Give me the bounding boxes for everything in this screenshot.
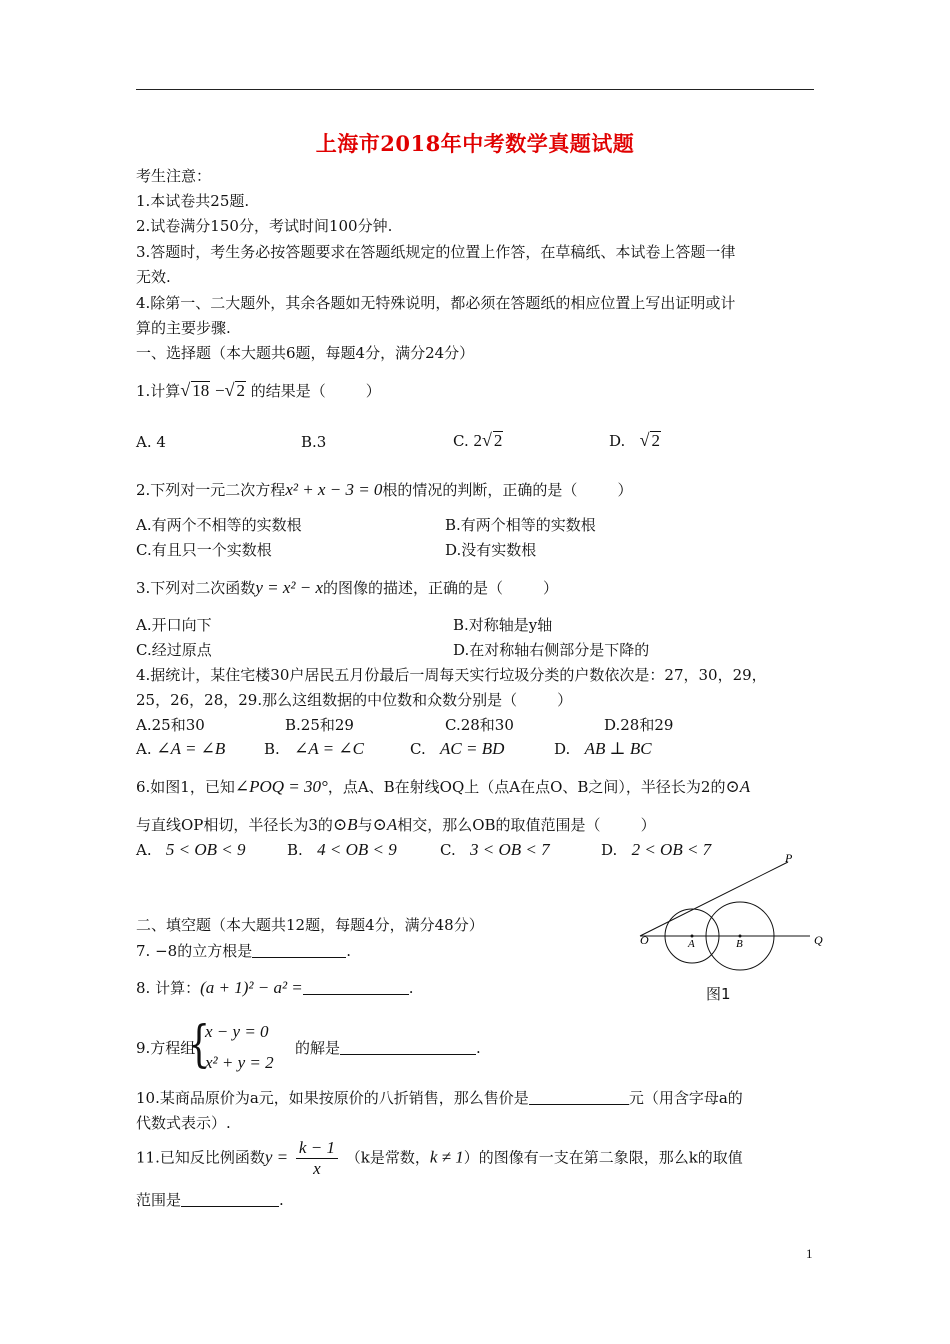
question-7: 7. −8的立方根是 . xyxy=(136,942,351,960)
question-11-line2: 范围是 . xyxy=(136,1191,284,1209)
question-10-line2: 代数式表示）. xyxy=(136,1114,231,1132)
q6-option-b: B. 4 < OB < 9 xyxy=(287,840,397,859)
notice-item: 1.本试卷共25题. xyxy=(136,192,250,210)
question-9-prefix: 9.方程组 xyxy=(136,1039,196,1057)
question-4-line1: 4.据统计，某住宅楼30户居民五月份最后一周每天实行垃圾分类的户数依次是：27，30，29， xyxy=(136,666,767,684)
header-rule xyxy=(136,89,814,90)
notice-item: 3.答题时，考生务必按答题要求在答题纸规定的位置上作答，在草稿纸、本试卷上答题一律 xyxy=(136,243,736,261)
question-3: 3.下列对二次函数y = x² − x的图像的描述，正确的是（ ） xyxy=(136,578,559,597)
question-2: 2.下列对一元二次方程x² + x − 3 = 0根的情况的判断，正确的是（ ） xyxy=(136,480,633,499)
figure-1-diagram xyxy=(630,848,830,998)
q1-option-b: B.3 xyxy=(301,433,327,451)
page-number: 1 xyxy=(806,1246,813,1261)
notice-item: 无效. xyxy=(136,268,171,286)
q2-option-a: A.有两个不相等的实数根 xyxy=(136,516,302,534)
q9-equation-2: x² + y = 2 xyxy=(205,1053,274,1072)
question-4-line2: 25，26，28，29.那么这组数据的中位数和众数分别是（ ） xyxy=(136,691,573,709)
figure-caption: 图1 xyxy=(706,985,731,1003)
label-o: O xyxy=(640,933,649,947)
q5-option-c: C. AC = BD xyxy=(410,739,505,758)
question-11-line1: 11.已知反比例函数y = $\frac{k - 1}{x}$ （k是常数，k ≠ 1）的图像有一支在第二象限，那么k的取值 xyxy=(136,1138,743,1178)
q1-option-a: A. 4 xyxy=(136,433,166,451)
q3-option-b: B.对称轴是y轴 xyxy=(453,616,553,634)
question-6-line2: 与直线OP相切，半径长为3的⊙B与⊙A相交，那么OB的取值范围是（ ） xyxy=(136,815,656,834)
q6-option-c: C. 3 < OB < 7 xyxy=(440,840,550,859)
label-a: A xyxy=(688,938,695,950)
q2-option-c: C.有且只一个实数根 xyxy=(136,541,272,559)
question-10-line1: 10.某商品原价为a元，如果按原价的八折销售，那么售价是 元（用含字母a的 xyxy=(136,1089,743,1107)
q5-option-b: B. ∠A = ∠C xyxy=(264,739,364,758)
question-1: 1.计算√ 18 −√ 2 的结果是（ ） xyxy=(136,380,381,400)
section1-heading: 一、选择题（本大题共6题，每题4分，满分24分） xyxy=(136,344,475,362)
brace-symbol: { xyxy=(187,1015,211,1073)
q3-option-a: A.开口向下 xyxy=(136,616,212,634)
q6-option-d: D. 2 < OB < 7 xyxy=(601,840,712,859)
q4-option-a: A.25和30 xyxy=(136,716,205,734)
q2-option-b: B.有两个相等的实数根 xyxy=(445,516,596,534)
q5-option-a: A. ∠A = ∠B xyxy=(136,739,226,758)
q2-option-d: D.没有实数根 xyxy=(445,541,537,559)
q1-option-c: C. 2√ 2 xyxy=(453,430,503,450)
label-p: P xyxy=(785,851,793,865)
q3-option-c: C.经过原点 xyxy=(136,641,212,659)
fraction: $\frac{k - 1}{x}$ xyxy=(296,1138,338,1179)
q4-option-d: D.28和29 xyxy=(604,716,674,734)
notice-item: 2.试卷满分150分，考试时间100分钟. xyxy=(136,217,393,235)
q6-option-a: A. 5 < OB < 9 xyxy=(136,840,246,859)
question-6-line1: 6.如图1，已知∠POQ = 30°，点A、B在射线OQ上（点A在点O、B之间），半径长为2的⊙A xyxy=(136,777,751,796)
q5-option-d: D. AB ⊥ BC xyxy=(554,739,652,758)
q4-option-c: C.28和30 xyxy=(445,716,514,734)
ray-op xyxy=(640,862,788,936)
q1-option-d: D. √ 2 xyxy=(609,430,660,450)
q3-option-d: D.在对称轴右侧部分是下降的 xyxy=(453,641,650,659)
question-8: 8. 计算：(a + 1)² − a² = . xyxy=(136,978,414,997)
label-b: B xyxy=(736,938,743,950)
q4-option-b: B.25和29 xyxy=(285,716,354,734)
section2-heading: 二、填空题（本大题共12题，每题4分，满分48分） xyxy=(136,916,484,934)
notice-item: 算的主要步骤. xyxy=(136,319,231,337)
label-q: Q xyxy=(814,933,823,947)
page-title: 上海市2018年中考数学真题试题 xyxy=(315,131,635,156)
question-9-suffix: 的解是 . xyxy=(295,1039,481,1057)
q9-equation-1: x − y = 0 xyxy=(205,1022,269,1041)
notice-item: 4.除第一、二大题外，其余各题如无特殊说明，都必须在答题纸的相应位置上写出证明或计 xyxy=(136,294,736,312)
notice-heading: 考生注意： xyxy=(136,167,212,185)
